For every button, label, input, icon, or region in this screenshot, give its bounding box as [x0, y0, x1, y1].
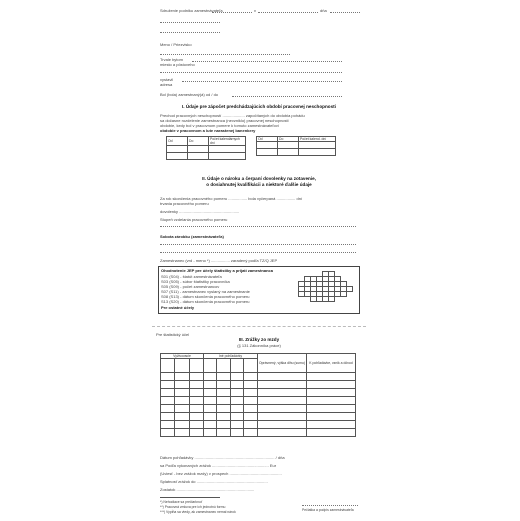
deductions-cell[interactable] — [258, 413, 307, 421]
deductions-cell[interactable] — [217, 429, 230, 437]
deductions-cell[interactable] — [161, 389, 175, 397]
deductions-cell[interactable] — [217, 389, 230, 397]
deductions-cell[interactable] — [230, 405, 243, 413]
vacation-line1: Za rok skončenia pracovného pomeru ................. bola vyčerpaná ................. dní — [160, 196, 303, 201]
deductions-cell[interactable] — [161, 405, 175, 413]
deductions-cell[interactable] — [217, 397, 230, 405]
deductions-cell[interactable] — [175, 397, 189, 405]
deductions-cell[interactable] — [161, 429, 175, 437]
signature-label: Pečiatka a podpis zamestnávateľa — [302, 508, 354, 512]
salary-line[interactable] — [160, 244, 356, 245]
deductions-cell[interactable] — [307, 429, 356, 437]
deductions-cell[interactable] — [189, 381, 203, 389]
deductions-cell[interactable] — [307, 389, 356, 397]
deductions-cell[interactable] — [189, 373, 203, 381]
deduction-footer-line3: (Uviesť - bez zrážok mzdy) v prospech ............................................... — [160, 471, 282, 476]
table1-header-from: Od — [167, 137, 188, 146]
deductions-cell[interactable] — [189, 405, 203, 413]
deductions-cell[interactable] — [175, 413, 189, 421]
footnote-1: *) Nehodiace sa prečiarknuť — [160, 500, 203, 504]
deductions-cell[interactable] — [307, 405, 356, 413]
deduction-footer-line2: sa Podľa vykonaných zrážok ................................................... Eur — [160, 463, 277, 468]
deductions-cell[interactable] — [244, 381, 258, 389]
deductions-cell[interactable] — [307, 373, 356, 381]
deductions-cell[interactable] — [204, 397, 217, 405]
deductions-table — [160, 353, 356, 437]
salary-label: Sobota zárobku (zamestnávateľa) — [160, 234, 224, 239]
employer-name-line[interactable] — [160, 22, 220, 23]
address-line-2[interactable] — [160, 72, 342, 73]
table2-cell[interactable] — [257, 149, 278, 156]
deductions-cell[interactable] — [175, 373, 189, 381]
deductions-cell[interactable] — [161, 421, 175, 429]
jep-title: Ohodnotenie JEP pre účely štatistiky a prijatí zamestnanca — [161, 268, 273, 273]
footnote-2: **) Pracovná zmluva pre ich jednotnú formu — [160, 505, 226, 509]
table1-header-days: Počet kalendárnych dní — [209, 137, 246, 146]
jep-item-4: S07 (S11) - zamestnanec vyslaný na zamestnanie — [161, 289, 250, 294]
table2-cell[interactable] — [257, 142, 278, 149]
deductions-cell[interactable] — [258, 421, 307, 429]
address-line[interactable] — [192, 61, 342, 62]
employer-line[interactable] — [212, 12, 252, 13]
employer-label: Sdruženie podniku zamestnávateľa — [160, 8, 223, 13]
deductions-cell[interactable] — [244, 405, 258, 413]
deductions-cell[interactable] — [230, 373, 243, 381]
deductions-cell[interactable] — [204, 421, 217, 429]
section1-title: I. Údaje pre zápočet predchádzajúcich období pracovnej neschopnosti — [182, 104, 336, 109]
deductions-cell[interactable] — [189, 413, 203, 421]
deduction-footer-line1: Dátum pohľadávky ........................................................................ / dňa — [160, 455, 285, 460]
table1-header-to: Do — [188, 137, 209, 146]
jep-item-2: S03 (S05) - súbor štatistiky pracovníka — [161, 279, 230, 284]
deductions-header-other: Iné pohľadávky — [204, 354, 258, 359]
deductions-cell[interactable] — [175, 381, 189, 389]
deductions-cell[interactable] — [230, 381, 243, 389]
place-line[interactable] — [258, 12, 318, 13]
vacation-line2: trvania pracovného pomeru — [160, 201, 209, 206]
table2-cell[interactable] — [278, 149, 299, 156]
date-label: dňa — [320, 8, 327, 13]
table1-cell[interactable] — [167, 146, 188, 153]
issued-sublabel: adresa — [160, 82, 173, 87]
table1-cell[interactable] — [188, 146, 209, 153]
form-page-top — [152, 0, 366, 322]
signature-line[interactable] — [302, 505, 358, 506]
deductions-cell[interactable] — [230, 429, 243, 437]
deductions-cell[interactable] — [244, 421, 258, 429]
section3-subtitle: (§ 131 Zákonníka práce) — [237, 343, 281, 348]
deductions-cell[interactable] — [217, 421, 230, 429]
deductions-subheader — [244, 359, 258, 373]
deductions-cell[interactable] — [307, 413, 356, 421]
table2-header-from: Od — [257, 137, 278, 142]
deductions-subheader — [189, 359, 203, 373]
address-label: Trvale bytom — [160, 57, 183, 62]
table1-cell[interactable] — [209, 153, 246, 160]
form-page-bottom — [152, 326, 366, 521]
deductions-cell[interactable] — [204, 429, 217, 437]
footnote-separator — [160, 497, 220, 498]
table1-cell[interactable] — [209, 146, 246, 153]
date-line[interactable] — [330, 12, 360, 13]
deductions-cell[interactable] — [175, 405, 189, 413]
deductions-cell[interactable] — [189, 389, 203, 397]
deductions-cell[interactable] — [230, 389, 243, 397]
footnote-3: ***) Vypĺňa sa vtedy, ak zamestnanec nemal nárok — [160, 510, 236, 514]
deductions-header-alimony: Vyživovacie — [161, 354, 204, 359]
deductions-subheader — [161, 359, 175, 373]
deductions-subheader — [230, 359, 243, 373]
section3-title: III. Zrážky zo mzdy — [238, 337, 280, 342]
deductions-cell[interactable] — [204, 381, 217, 389]
deductions-cell[interactable] — [217, 381, 230, 389]
section2-title-line1: II. Údaje o nároku a čerpaní dovolenky na zotavenie, — [202, 176, 316, 181]
deductions-cell[interactable] — [204, 405, 217, 413]
deductions-cell[interactable] — [189, 397, 203, 405]
deductions-cell[interactable] — [244, 389, 258, 397]
deductions-cell[interactable] — [189, 421, 203, 429]
jep-item-5: S08 (S13) - dátum skončenia pracovného pomeru — [161, 294, 250, 299]
section1-text1: Prechod pracovných neschopností .................... započítaných do obdobia pohádu — [160, 113, 305, 118]
deductions-cell[interactable] — [217, 405, 230, 413]
deductions-cell[interactable] — [230, 421, 243, 429]
deductions-subheader — [175, 359, 189, 373]
deductions-cell[interactable] — [161, 413, 175, 421]
sickness-table-2 — [256, 136, 336, 156]
section1-text2: sa dočasne rozdelenie zamestnanca (nevzniklo) pracovnej neschopnosti — [160, 118, 289, 123]
deductions-cell[interactable] — [244, 373, 258, 381]
deductions-cell[interactable] — [217, 373, 230, 381]
deductions-cell[interactable] — [175, 389, 189, 397]
deductions-cell[interactable] — [258, 397, 307, 405]
deductions-cell[interactable] — [230, 397, 243, 405]
employment-period-line[interactable] — [232, 96, 342, 97]
deductions-cell[interactable] — [244, 429, 258, 437]
deductions-subheader — [204, 359, 217, 373]
jep-code-grid[interactable] — [298, 271, 358, 301]
deductions-cell[interactable] — [175, 429, 189, 437]
section1-text4: obdobie v pracovnom a lute narastenej banenkery — [160, 128, 256, 133]
table2-cell[interactable] — [299, 142, 336, 149]
deductions-cell[interactable] — [258, 381, 307, 389]
deductions-cell[interactable] — [161, 397, 175, 405]
education-line[interactable] — [160, 226, 356, 227]
deductions-cell[interactable] — [258, 389, 307, 397]
deductions-cell[interactable] — [204, 413, 217, 421]
employment-period-label: Bol (bola) zamestnaný(á) od / do — [160, 92, 219, 97]
deductions-cell[interactable] — [258, 373, 307, 381]
employer-address-line[interactable] — [160, 32, 220, 33]
jep-item-6: S13 (S20) - dátum skončenia pracovného pomeru — [161, 299, 250, 304]
deductions-cell[interactable] — [204, 373, 217, 381]
deductions-cell[interactable] — [258, 429, 307, 437]
deductions-cell[interactable] — [230, 413, 243, 421]
section2-title-line2: o dosiahnutej kvalifikácii a niektoré ďalšie údaje — [206, 182, 312, 187]
place-label: v — [254, 8, 256, 13]
deduction-footer-line4: Splatnosť zrážok do ................................................................ — [160, 479, 268, 484]
jep-item-3: S05 (S09) - počet zamestnancov — [161, 284, 220, 289]
name-label: Meno / Priezvisko — [160, 42, 192, 47]
deductions-cell[interactable] — [244, 413, 258, 421]
name-line[interactable] — [160, 54, 290, 55]
deductions-cell[interactable] — [204, 389, 217, 397]
table1-cell[interactable] — [188, 153, 209, 160]
table2-cell[interactable] — [278, 142, 299, 149]
table2-cell[interactable] — [299, 149, 336, 156]
vacation-line3: dovolenky ...................................................... — [160, 209, 240, 214]
deductions-header-creditor: Oprávnený, výška dlhu (sumu) — [258, 354, 307, 373]
deductions-cell[interactable] — [189, 429, 203, 437]
deductions-header-reason: K pohľadávke, vznik a dôvod — [307, 354, 356, 373]
deductions-cell[interactable] — [307, 421, 356, 429]
deductions-subheader — [217, 359, 230, 373]
address-sublabel: miesto a pôstoveho — [160, 62, 195, 67]
section1-text3: obdobie, kedy bol v pracovnom pomere k tomuto zamestnávateľovi — [160, 123, 279, 128]
education-label: Stupeň vzdelania pracovného pomeru — [160, 217, 228, 222]
deductions-cell[interactable] — [161, 381, 175, 389]
salary-line-2[interactable] — [160, 252, 356, 253]
jep-item-1: S01 (S04) - štatút zamestnávateľa — [161, 274, 222, 279]
deductions-cell[interactable] — [217, 413, 230, 421]
deductions-cell[interactable] — [258, 405, 307, 413]
table2-header-days: Počet kalend. dní — [299, 137, 336, 142]
deduction-footer-line5: Zostatok ...................................................................... — [160, 487, 255, 492]
issued-label: vystavil — [160, 77, 174, 82]
deductions-cell[interactable] — [161, 373, 175, 381]
deductions-cell[interactable] — [307, 397, 356, 405]
deductions-cell[interactable] — [175, 421, 189, 429]
jep-footer: Pre ostatné účely — [161, 305, 195, 310]
classification-label: Zamestnanec (vrd - meno *) ................. zaradený podľa TZ/Q JEP — [160, 258, 278, 263]
table1-cell[interactable] — [167, 153, 188, 160]
issued-line[interactable] — [182, 81, 342, 82]
deductions-cell[interactable] — [244, 397, 258, 405]
statistics-corner-label: Pre štatistický účel — [156, 332, 190, 337]
sickness-table-1 — [166, 136, 246, 160]
table2-header-to: Do — [278, 137, 299, 142]
deductions-cell[interactable] — [307, 381, 356, 389]
